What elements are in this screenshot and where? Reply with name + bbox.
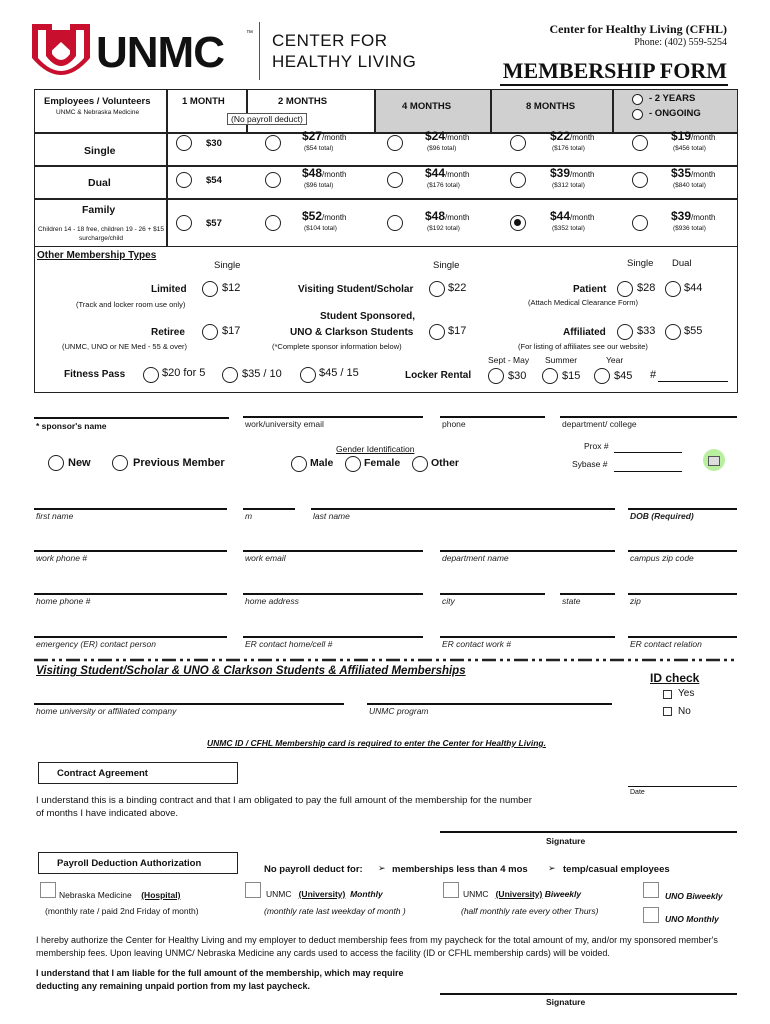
radio-dual-4m[interactable]	[387, 172, 403, 188]
radio-fitness-15[interactable]	[300, 367, 316, 383]
radio-uno[interactable]	[429, 324, 445, 340]
radio-single-2y[interactable]	[632, 135, 648, 151]
er-relation-label: ER contact relation	[630, 639, 702, 649]
radio-locker-summer[interactable]	[542, 368, 558, 384]
row-label-sub: Children 14 - 18 free, children 19 - 26 + $15 surcharge/child	[38, 226, 164, 242]
radio-fitness-10[interactable]	[222, 367, 238, 383]
checkbox-uno-monthly[interactable]	[643, 907, 659, 923]
locker-head-1: Sept - May	[488, 355, 530, 365]
er-relation-field[interactable]	[628, 636, 737, 638]
radio-family-2y[interactable]	[632, 215, 648, 231]
patient-label: Patient	[573, 284, 607, 295]
limited-label: Limited	[151, 284, 187, 295]
price-single-1m: $30	[206, 138, 222, 149]
uno-price: $17	[448, 325, 467, 337]
radio-dual-2y[interactable]	[632, 172, 648, 188]
section-divider	[34, 657, 738, 663]
total-family-2y: ($936 total)	[673, 225, 706, 232]
locker-head-3: Year	[606, 355, 624, 365]
home-address-field[interactable]	[243, 593, 423, 595]
other-dual-head: Dual	[672, 258, 692, 269]
price-dual-4m: $44	[425, 166, 446, 180]
price-family-2y: $39	[671, 209, 692, 223]
radio-patient-dual[interactable]	[665, 281, 681, 297]
price-dual-2m: $48	[302, 166, 323, 180]
center-name: Center for Healthy Living (CFHL)	[549, 22, 727, 36]
price-family-2m: $52	[302, 209, 323, 223]
total-family-4m: ($192 total)	[427, 225, 460, 232]
sponsor-field[interactable]	[34, 417, 229, 419]
temp-casual: temp/casual employees	[563, 864, 670, 875]
price-family-4m: $48	[425, 209, 446, 223]
dept-college-field[interactable]	[560, 416, 737, 418]
city-label: city	[442, 596, 455, 606]
locker-number-field[interactable]	[658, 381, 728, 382]
total-single-4m: ($96 total)	[427, 145, 457, 152]
no-payroll-note: (No payroll deduct)	[227, 113, 307, 125]
total-family-8m: ($352 total)	[552, 225, 585, 232]
radio-family-4m[interactable]	[387, 215, 403, 231]
er-person-label: emergency (ER) contact person	[36, 639, 156, 649]
price-dual-8m: $39	[550, 166, 571, 180]
er-work-field[interactable]	[440, 636, 615, 638]
retiree-label: Retiree	[151, 327, 185, 338]
id-check-no-box[interactable]	[663, 707, 672, 716]
other-single-head-1: Single	[214, 260, 241, 271]
retiree-note: (UNMC, UNO or NE Med - 55 & over)	[62, 342, 188, 351]
first-name-field[interactable]	[34, 508, 227, 510]
total-dual-8m: ($312 total)	[552, 182, 585, 189]
price-single-2m: $27	[302, 129, 323, 143]
radio-family-8m[interactable]	[510, 215, 526, 231]
sponsored-label: Student Sponsored,	[320, 311, 415, 322]
limited-note: (Track and locker room use only)	[76, 300, 186, 309]
prox-label: Prox #	[584, 441, 609, 451]
gender-other: Other	[431, 457, 460, 469]
work-email-label: work email	[245, 553, 286, 563]
dept-name-field[interactable]	[440, 550, 615, 552]
liability-text: I understand that I am liable for the full amount of the membership, which may require deducting any remaining unpaid portion from my last paycheck.	[36, 968, 404, 991]
visiting-section-title: Visiting Student/Scholar & UNO & Clarkson Students & Affiliated Memberships	[36, 665, 466, 677]
radio-single-1m[interactable]	[176, 135, 192, 151]
affiliated-single-price: $33	[637, 325, 656, 337]
er-person-field[interactable]	[34, 636, 227, 638]
uno-biweekly-label: UNO Biweekly	[665, 891, 723, 901]
locker-head-2: Summer	[545, 355, 578, 365]
uno-monthly-label: UNO Monthly	[665, 914, 719, 924]
uno-note: (*Complete sponsor information below)	[272, 342, 402, 351]
radio-single-2m[interactable]	[265, 135, 281, 151]
unmc-biweekly-label: UNMC (University) Biweekly	[463, 889, 582, 899]
col-head-2-years: - 2 YEARS	[649, 93, 696, 104]
gender-label: Gender Identification	[336, 444, 415, 454]
last-name-label: last name	[313, 511, 350, 521]
col-head-4-months: 4 MONTHS	[402, 101, 452, 112]
contract-text: I understand this is a binding contract and that I am obligated to pay the full amount of the membership for the number of months I have indicated above.	[36, 795, 532, 819]
radio-visiting[interactable]	[429, 281, 445, 297]
unmc-biweekly-note: (half monthly rate every other Thurs)	[461, 906, 599, 916]
radio-dual-1m[interactable]	[176, 172, 192, 188]
locker-price-1: $30	[508, 370, 527, 382]
price-single-8m: $22	[550, 129, 571, 143]
radio-affiliated-single[interactable]	[617, 324, 633, 340]
zip-field[interactable]	[628, 593, 737, 595]
radio-gender-male[interactable]	[291, 456, 307, 472]
authorization-text: I hereby authorize the Center for Healthy Living and my employer to deduct membership fees from my paycheck for the total amount of my, and/or my sponsored member's membership fees. Upon leaving UNMC/ Nebraska Medicine any cards used to access the facility (ID or CFHL membership cards) will be voided.	[36, 935, 718, 958]
home-phone-field[interactable]	[34, 593, 227, 595]
patient-single-price: $28	[637, 282, 656, 294]
payroll-title: Payroll Deduction Authorization	[38, 852, 238, 874]
row-label: Family	[82, 204, 116, 216]
radio-single-8m[interactable]	[510, 135, 526, 151]
zip-label: zip	[630, 596, 641, 606]
total-dual-2y: ($840 total)	[673, 182, 706, 189]
unmc-shield-icon	[30, 22, 92, 84]
price-dual-2y: $35	[671, 166, 692, 180]
id-check-yes-box[interactable]	[663, 690, 672, 699]
gender-female: Female	[364, 457, 401, 469]
payroll-signature-label: Signature	[546, 997, 586, 1007]
logo-wordmark: UNMC	[96, 28, 224, 77]
other-single-head-2: Single	[433, 260, 460, 271]
price-single-2y: $19	[671, 129, 692, 143]
campus-zip-label: campus zip code	[630, 553, 694, 563]
form-title: MEMBERSHIP FORM	[502, 58, 727, 83]
id-check-yes: Yes	[678, 688, 695, 699]
no-deduct-label: No payroll deduct for:	[264, 864, 363, 875]
unmc-monthly-note: (monthly rate last weekday of month )	[264, 906, 406, 916]
er-work-label: ER contact work #	[442, 639, 511, 649]
radio-fitness-5[interactable]	[143, 367, 159, 383]
col-head-employees-sub: UNMC & Nebraska Medicine	[56, 109, 140, 116]
col-head-2-months: 2 MONTHS	[278, 96, 328, 107]
limited-price: $12	[222, 282, 241, 294]
last-name-field[interactable]	[311, 508, 615, 510]
contract-date-label: Date	[630, 789, 645, 796]
price-single-4m: $24	[425, 129, 446, 143]
fitness-5-price: $20 for 5	[162, 367, 206, 379]
campus-zip-field[interactable]	[628, 550, 737, 552]
radio-ongoing[interactable]	[632, 109, 643, 120]
checkbox-unmc-biweekly[interactable]	[443, 882, 459, 898]
locker-label: Locker Rental	[405, 370, 472, 381]
payroll-signature-field[interactable]	[440, 993, 737, 995]
fitness-label: Fitness Pass	[64, 369, 126, 380]
affiliated-dual-price: $55	[684, 325, 703, 337]
arrow-icon: ➢	[548, 863, 556, 873]
total-single-8m: ($176 total)	[552, 145, 585, 152]
total-dual-4m: ($176 total)	[427, 182, 460, 189]
previous-member-label: Previous Member	[133, 457, 225, 469]
total-single-2m: ($54 total)	[304, 145, 334, 152]
locker-price-2: $15	[562, 370, 581, 382]
logo-divider	[259, 22, 260, 80]
contract-signature-field[interactable]	[440, 831, 737, 833]
radio-2-years[interactable]	[632, 94, 643, 105]
unmc-monthly-label: UNMC (University) Monthly	[266, 889, 383, 899]
home-phone-label: home phone #	[36, 596, 91, 606]
dob-field[interactable]	[628, 508, 737, 510]
col-head-8-months: 8 MONTHS	[526, 101, 576, 112]
price-dual-1m: $54	[206, 175, 222, 186]
radio-patient-single[interactable]	[617, 281, 633, 297]
new-member-label: New	[68, 457, 91, 469]
visiting-label: Visiting Student/Scholar	[298, 284, 414, 295]
nm-note: (monthly rate / paid 2nd Friday of month)	[45, 906, 199, 916]
locker-price-3: $45	[614, 370, 633, 382]
home-address-label: home address	[245, 596, 299, 606]
price-family-8m: $44	[550, 209, 571, 223]
title-rule	[500, 84, 728, 86]
work-phone-label: work phone #	[36, 553, 88, 563]
id-required-note: UNMC ID / CFHL Membership card is required to enter the Center for Healthy Living.	[207, 738, 546, 748]
col-head-employees: Employees / Volunteers	[44, 96, 151, 107]
col-head-ongoing: - ONGOING	[649, 108, 701, 119]
radio-dual-2m[interactable]	[265, 172, 281, 188]
prox-field[interactable]	[614, 452, 682, 453]
visiting-price: $22	[448, 282, 467, 294]
work-phone-field[interactable]	[34, 550, 227, 552]
mi-label: m	[245, 511, 253, 521]
id-check-title: ID check	[650, 671, 700, 685]
state-field[interactable]	[560, 593, 615, 595]
unmc-logo: UNMC ™	[30, 22, 260, 84]
sponsor-label: * sponsor's name	[36, 421, 107, 431]
radio-previous-member[interactable]	[112, 455, 128, 471]
price-family-1m: $57	[206, 218, 222, 229]
checkbox-uno-biweekly[interactable]	[643, 882, 659, 898]
er-home-label: ER contact home/cell #	[245, 639, 333, 649]
unmc-program-label: UNMC program	[369, 706, 429, 716]
radio-new-member[interactable]	[48, 455, 64, 471]
other-single-head-3: Single	[627, 258, 654, 269]
radio-affiliated-dual[interactable]	[665, 324, 681, 340]
radio-single-4m[interactable]	[387, 135, 403, 151]
dept-college-label: department/ college	[562, 419, 637, 429]
affiliated-note: (For listing of affiliates see our website)	[518, 342, 648, 351]
radio-family-2m[interactable]	[265, 215, 281, 231]
radio-family-1m[interactable]	[176, 215, 192, 231]
patient-dual-price: $44	[684, 282, 703, 294]
phone-label: phone	[442, 419, 466, 429]
fitness-10-price: $35 / 10	[242, 368, 282, 380]
radio-gender-other[interactable]	[412, 456, 428, 472]
col-head-1-month: 1 MONTH	[182, 96, 225, 107]
contract-title: Contract Agreement	[38, 762, 238, 784]
unmc-program-field[interactable]	[367, 703, 612, 705]
dob-label: DOB (Required)	[630, 511, 694, 521]
less-4-months: memberships less than 4 mos	[392, 864, 528, 875]
uno-label: UNO & Clarkson Students	[290, 327, 414, 338]
first-name-label: first name	[36, 511, 74, 521]
locker-number-label: #	[650, 369, 657, 381]
sybase-field[interactable]	[614, 471, 682, 472]
row-label: Dual	[88, 177, 111, 189]
radio-dual-8m[interactable]	[510, 172, 526, 188]
mi-field[interactable]	[243, 508, 295, 510]
phone-field[interactable]	[440, 416, 545, 418]
retiree-price: $17	[222, 325, 241, 337]
total-family-2m: ($104 total)	[304, 225, 337, 232]
card-scan-icon[interactable]	[703, 449, 725, 471]
home-univ-label: home university or affiliated company	[36, 706, 177, 716]
contract-signature-label: Signature	[546, 836, 586, 846]
brand-name: CENTER FOR HEALTHY LIVING	[272, 31, 417, 71]
work-univ-email-field[interactable]	[243, 416, 423, 418]
other-types-title: Other Membership Types	[37, 250, 157, 261]
row-label: Single	[84, 145, 116, 157]
sybase-label: Sybase #	[572, 459, 608, 469]
er-home-field[interactable]	[243, 636, 423, 638]
arrow-icon: ➢	[378, 863, 386, 873]
work-email-field[interactable]	[243, 550, 423, 552]
work-univ-email-label: work/university email	[245, 419, 324, 429]
patient-note: (Attach Medical Clearance Form)	[528, 298, 639, 307]
nm-label: Nebraska Medicine (Hospital)	[59, 890, 181, 900]
gender-male: Male	[310, 457, 334, 469]
home-univ-field[interactable]	[34, 703, 344, 705]
dept-name-label: department name	[442, 553, 509, 563]
total-single-2y: ($456 total)	[673, 145, 706, 152]
radio-retiree[interactable]	[202, 324, 218, 340]
total-dual-2m: ($96 total)	[304, 182, 334, 189]
id-check-no: No	[678, 706, 691, 717]
radio-limited[interactable]	[202, 281, 218, 297]
checkbox-unmc-monthly[interactable]	[245, 882, 261, 898]
state-label: state	[562, 596, 581, 606]
radio-locker-sept-may[interactable]	[488, 368, 504, 384]
checkbox-nebraska-medicine[interactable]	[40, 882, 56, 898]
city-field[interactable]	[440, 593, 545, 595]
center-phone: Phone: (402) 559-5254	[634, 37, 727, 48]
affiliated-label: Affiliated	[563, 327, 606, 338]
radio-gender-female[interactable]	[345, 456, 361, 472]
radio-locker-year[interactable]	[594, 368, 610, 384]
fitness-15-price: $45 / 15	[319, 367, 359, 379]
contract-date-field[interactable]	[628, 786, 737, 787]
